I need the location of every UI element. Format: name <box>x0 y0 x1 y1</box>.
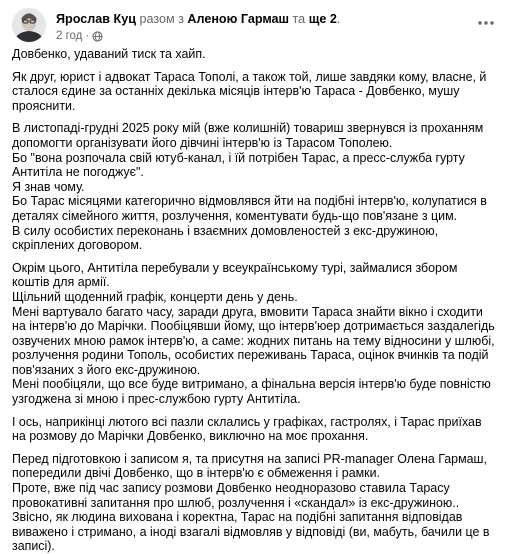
author-line <box>56 11 340 27</box>
avatar-portrait-icon <box>12 8 46 42</box>
globe-icon[interactable] <box>92 31 103 42</box>
post-time[interactable]: 2 год <box>56 30 83 42</box>
post-paragraph-3: В листопаді-грудні 2025 року мій (вже колишній) товариш звернувся із проханням допомогти організувати його дівчині інтерв'ю із Тарасом Тополею. Бо "вона розпочала свій ютуб-канал, і їй потрібен Тарас, а пресс-служба гурту Антитіла не погоджує". Я знав чому. Бо Тарас місяцями категорично відмовлявся йти на подібні інтерв'ю, колупатися в деталях сімейного життя, розлучення, коментувати будь-що пов'язане з цим. В силу особистих переконань і взаємних домовленостей з екс-дружиною, скріплених договором. <box>12 121 487 253</box>
period-text: . <box>336 12 341 26</box>
with-text: разом з <box>139 12 184 26</box>
post-header <box>12 8 498 44</box>
time-separator: · <box>85 30 90 42</box>
post-paragraph-5: І ось, наприкінці лютого всі пазли склались у графіках, гастролях, і Тарас приїхав на розмову до Марічки Довбенко, виключно на моє прохання. <box>12 414 482 444</box>
author-avatar[interactable] <box>12 8 46 42</box>
post-paragraph-2: Як друг, юрист і адвокат Тараса Тополі, а також той, лише завдяки кому, власне, й сталося єдине за останніх декілька місяців інтерв'ю Тараса - Довбенко, мушу прояснити. <box>12 69 487 113</box>
tagged-others[interactable]: ще 2 <box>308 12 337 26</box>
post-paragraph-6: Перед підготовкою і записом я, та присутня на записі PR-manager Олена Гармаш, попередили двічі Довбенко, що в інтерв'ю є обмеження і рамки. Проте, вже під час запису розмови Довбенко неодноразово ставила Тарасу провокативні запитання про шлюб, розлучення і «скандал» із екс-дружиною.. Звісно, як людина вихована і коректна, Тарас на подібні запитання відповідав виважено і стримано, а іноді взагалі відмовляв у відповіді (ви, мабуть, бачили це в записі). <box>12 451 490 554</box>
more-options-icon <box>478 21 494 25</box>
more-options-button[interactable] <box>474 12 498 34</box>
and-text: та <box>292 12 306 26</box>
post-body <box>12 47 496 554</box>
post-paragraph-4: Окрім цього, Антитіла перебували у всеукраїнському турі, займалися збором коштів для армії. Щільний щоденний графік, концерти день у день. Мені вартувало багато часу, заради друга, вмовити Тараса знайти вікно і сходити на інтерв'ю до Марічки. Пообіцявши йому, що інтерв'юер дотримається заздалегідь озвучених мною рамок інтерв'ю, а саме: жодних питань на тему відносини у шлюбі, розлучення родини Тополь, особистих переживань Тараса, оцінок вчинків та подій пов'язаних з його екс-дружиною. Мені пообіцяли, що все буде витримано, а фінальна версія інтерв'ю буде повністю узгоджена зі мною і прес-службою гурту Антитіла. <box>12 260 495 407</box>
post-paragraph-1: Довбенко, удаваний тиск та хайп. <box>12 47 206 61</box>
post-meta <box>56 29 103 43</box>
author-name[interactable]: Ярослав Куц <box>56 12 136 26</box>
tagged-person[interactable]: Аленою Гармаш <box>187 12 290 26</box>
